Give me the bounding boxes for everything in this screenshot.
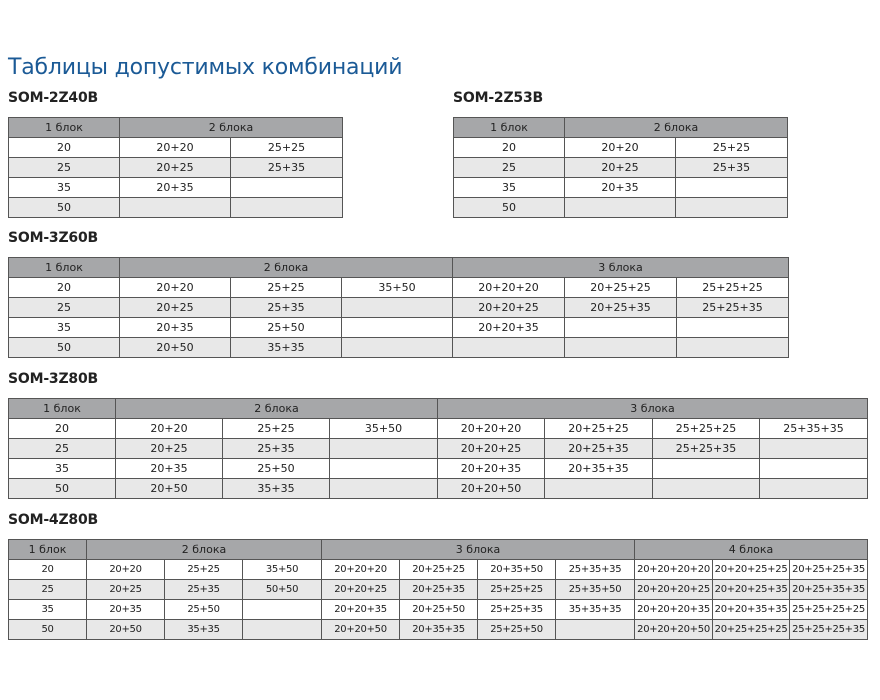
- table-cell: 35+50: [243, 560, 322, 580]
- table-cell: 25: [9, 439, 116, 459]
- table-cell: 50: [9, 198, 120, 218]
- table-cell: 25+50: [165, 600, 243, 620]
- table-cell: [653, 479, 760, 499]
- table-row: [9, 178, 343, 198]
- table-row: [9, 198, 343, 218]
- table-cell: 20+20+20+20: [635, 560, 713, 580]
- table-cell: 20+25: [120, 158, 231, 178]
- table-som-3z60b: [8, 257, 789, 358]
- table-row: [454, 198, 788, 218]
- section-title-som-2z40b: SOM-2Z40B: [8, 90, 98, 106]
- table-cell: 20+20+35: [322, 600, 400, 620]
- table-cell: [760, 479, 868, 499]
- table-cell: 20+25+25: [565, 278, 677, 298]
- table-cell: 35+35: [223, 479, 330, 499]
- table-cell: 20+35: [565, 178, 676, 198]
- table-cell: 25+35: [676, 158, 788, 178]
- table-cell: 35: [9, 600, 87, 620]
- table-cell: 20+20+20: [453, 278, 565, 298]
- table-row: [9, 479, 868, 499]
- table-cell: 20+20+50: [322, 620, 400, 640]
- table-cell: 20: [9, 560, 87, 580]
- table-cell: 50+50: [243, 580, 322, 600]
- table-cell: [676, 198, 788, 218]
- table-cell: 50: [9, 620, 87, 640]
- header-cell: 1 блок: [9, 258, 120, 278]
- table-cell: 20+35: [116, 459, 223, 479]
- table-cell: [120, 198, 231, 218]
- table-row: [9, 298, 789, 318]
- table-som-2z53b: [453, 117, 788, 218]
- table-cell: [760, 459, 868, 479]
- table-row: [9, 158, 343, 178]
- table-cell: 20+25: [120, 298, 231, 318]
- table-cell: 20+20+25: [453, 298, 565, 318]
- table-cell: 50: [9, 479, 116, 499]
- header-cell: 2 блока: [87, 540, 322, 560]
- header-cell: 1 блок: [9, 399, 116, 419]
- table-cell: 20+20: [87, 560, 165, 580]
- table-som-4z80b: [8, 539, 868, 640]
- table-cell: 35: [9, 318, 120, 338]
- table-cell: [330, 479, 438, 499]
- table-cell: [545, 479, 653, 499]
- header-cell: 4 блока: [635, 540, 868, 560]
- header-cell: 1 блок: [9, 540, 87, 560]
- table-cell: [653, 459, 760, 479]
- table-cell: 20+25+50: [400, 600, 478, 620]
- table-cell: [760, 439, 868, 459]
- table-cell: 20+20+50: [438, 479, 545, 499]
- header-cell: 2 блока: [120, 258, 453, 278]
- table-cell: 20+50: [116, 479, 223, 499]
- table-cell: 20+35+50: [478, 560, 556, 580]
- table-cell: 35+35: [165, 620, 243, 640]
- table-cell: [677, 318, 789, 338]
- table-cell: 50: [454, 198, 565, 218]
- header-cell: 1 блок: [454, 118, 565, 138]
- table-cell: 25+25+35: [677, 298, 789, 318]
- table-cell: 20+25+35: [400, 580, 478, 600]
- table-cell: 25+25+25+35: [790, 620, 868, 640]
- table-cell: 20+20+20+25: [635, 580, 713, 600]
- table-cell: 25+25+50: [478, 620, 556, 640]
- table-cell: 20+20+35: [453, 318, 565, 338]
- table-cell: [565, 318, 677, 338]
- table-cell: [565, 198, 676, 218]
- table-cell: 25+50: [223, 459, 330, 479]
- table-cell: 35: [9, 178, 120, 198]
- header-cell: 3 блока: [322, 540, 635, 560]
- table-cell: [231, 178, 343, 198]
- table-cell: 20+20: [116, 419, 223, 439]
- table-cell: 20+20: [565, 138, 676, 158]
- header-cell: 2 блока: [120, 118, 343, 138]
- table-cell: 20+25+35: [545, 439, 653, 459]
- table-cell: 20+25+25+35: [790, 560, 868, 580]
- table-header-row: [9, 399, 868, 419]
- section-title-som-4z80b: SOM-4Z80B: [8, 512, 98, 528]
- section-title-som-2z53b: SOM-2Z53B: [453, 90, 543, 106]
- table-cell: [330, 459, 438, 479]
- table-cell: 25: [9, 158, 120, 178]
- table-cell: 25+25: [231, 138, 343, 158]
- header-cell: 3 блока: [438, 399, 868, 419]
- table-cell: 35+35+35: [556, 600, 635, 620]
- table-cell: 20+20: [120, 138, 231, 158]
- table-som-2z40b: [8, 117, 343, 218]
- table-cell: 35: [9, 459, 116, 479]
- table-cell: [565, 338, 677, 358]
- table-cell: 25+25: [676, 138, 788, 158]
- table-cell: 20+20+20+50: [635, 620, 713, 640]
- table-cell: [243, 600, 322, 620]
- table-cell: 20+25: [116, 439, 223, 459]
- table-cell: 25: [454, 158, 565, 178]
- table-cell: 25+25+25+25: [790, 600, 868, 620]
- table-cell: 20+50: [120, 338, 231, 358]
- table-header-row: [9, 540, 868, 560]
- table-cell: 20+25: [565, 158, 676, 178]
- table-row: [454, 178, 788, 198]
- table-cell: 20+20+25: [438, 439, 545, 459]
- table-row: [9, 338, 789, 358]
- table-cell: 25+35+50: [556, 580, 635, 600]
- table-cell: 20+35: [87, 600, 165, 620]
- table-cell: 20+35+35: [545, 459, 653, 479]
- table-cell: 20+35+35: [400, 620, 478, 640]
- table-cell: [342, 318, 453, 338]
- table-row: [9, 278, 789, 298]
- table-som-3z80b: [8, 398, 868, 499]
- table-cell: 25+35+35: [760, 419, 868, 439]
- table-cell: 20+20: [120, 278, 231, 298]
- header-cell: 2 блока: [116, 399, 438, 419]
- page-title: Таблицы допустимых комбинаций: [8, 55, 403, 80]
- table-cell: 25+25+25: [653, 419, 760, 439]
- table-cell: 20+25+35+35: [790, 580, 868, 600]
- table-cell: [453, 338, 565, 358]
- table-cell: 20+20+20: [322, 560, 400, 580]
- table-cell: [231, 198, 343, 218]
- table-cell: 20+25+25: [545, 419, 653, 439]
- table-cell: 20+35: [120, 178, 231, 198]
- table-cell: 25+35: [165, 580, 243, 600]
- table-row: [454, 158, 788, 178]
- table-row: [9, 580, 868, 600]
- table-cell: 20+20+35: [438, 459, 545, 479]
- table-header-row: [454, 118, 788, 138]
- table-cell: 25: [9, 580, 87, 600]
- table-row: [9, 620, 868, 640]
- table-row: [9, 459, 868, 479]
- table-row: [9, 600, 868, 620]
- table-cell: 25+35: [223, 439, 330, 459]
- table-cell: 25+25+25: [677, 278, 789, 298]
- table-cell: 25+25: [165, 560, 243, 580]
- table-cell: 20: [9, 419, 116, 439]
- table-cell: 20: [9, 138, 120, 158]
- table-header-row: [9, 118, 343, 138]
- table-cell: 35: [454, 178, 565, 198]
- table-cell: 20+20+20+35: [635, 600, 713, 620]
- table-cell: [676, 178, 788, 198]
- table-cell: 20+25: [87, 580, 165, 600]
- table-cell: [330, 439, 438, 459]
- table-cell: [342, 338, 453, 358]
- table-cell: 20: [9, 278, 120, 298]
- table-cell: 25+35: [231, 158, 343, 178]
- table-cell: 20+20+25+25: [713, 560, 790, 580]
- table-cell: 20+25+25: [400, 560, 478, 580]
- section-title-som-3z80b: SOM-3Z80B: [8, 371, 98, 387]
- table-cell: 25+35: [231, 298, 342, 318]
- table-cell: [677, 338, 789, 358]
- table-cell: [243, 620, 322, 640]
- header-cell: 2 блока: [565, 118, 788, 138]
- table-cell: 35+50: [330, 419, 438, 439]
- header-cell: 1 блок: [9, 118, 120, 138]
- table-cell: 25: [9, 298, 120, 318]
- table-cell: 20+35: [120, 318, 231, 338]
- table-row: [9, 419, 868, 439]
- table-row: [9, 138, 343, 158]
- table-cell: 25+25+35: [653, 439, 760, 459]
- section-title-som-3z60b: SOM-3Z60B: [8, 230, 98, 246]
- table-cell: [556, 620, 635, 640]
- table-cell: 20+20+25: [322, 580, 400, 600]
- table-cell: 25+50: [231, 318, 342, 338]
- table-cell: 35+50: [342, 278, 453, 298]
- table-cell: 25+25+35: [478, 600, 556, 620]
- table-cell: 20: [454, 138, 565, 158]
- table-cell: 25+25: [231, 278, 342, 298]
- table-cell: 20+25+25+25: [713, 620, 790, 640]
- table-cell: 35+35: [231, 338, 342, 358]
- table-row: [9, 439, 868, 459]
- table-cell: 20+20+20: [438, 419, 545, 439]
- table-cell: 25+25+25: [478, 580, 556, 600]
- table-cell: [342, 298, 453, 318]
- table-row: [9, 318, 789, 338]
- table-cell: 20+20+35+35: [713, 600, 790, 620]
- table-cell: 20+25+35: [565, 298, 677, 318]
- table-cell: 25+25: [223, 419, 330, 439]
- table-header-row: [9, 258, 789, 278]
- table-row: [454, 138, 788, 158]
- table-cell: 20+20+25+35: [713, 580, 790, 600]
- table-cell: 20+50: [87, 620, 165, 640]
- table-cell: 50: [9, 338, 120, 358]
- table-cell: 25+35+35: [556, 560, 635, 580]
- header-cell: 3 блока: [453, 258, 789, 278]
- table-row: [9, 560, 868, 580]
